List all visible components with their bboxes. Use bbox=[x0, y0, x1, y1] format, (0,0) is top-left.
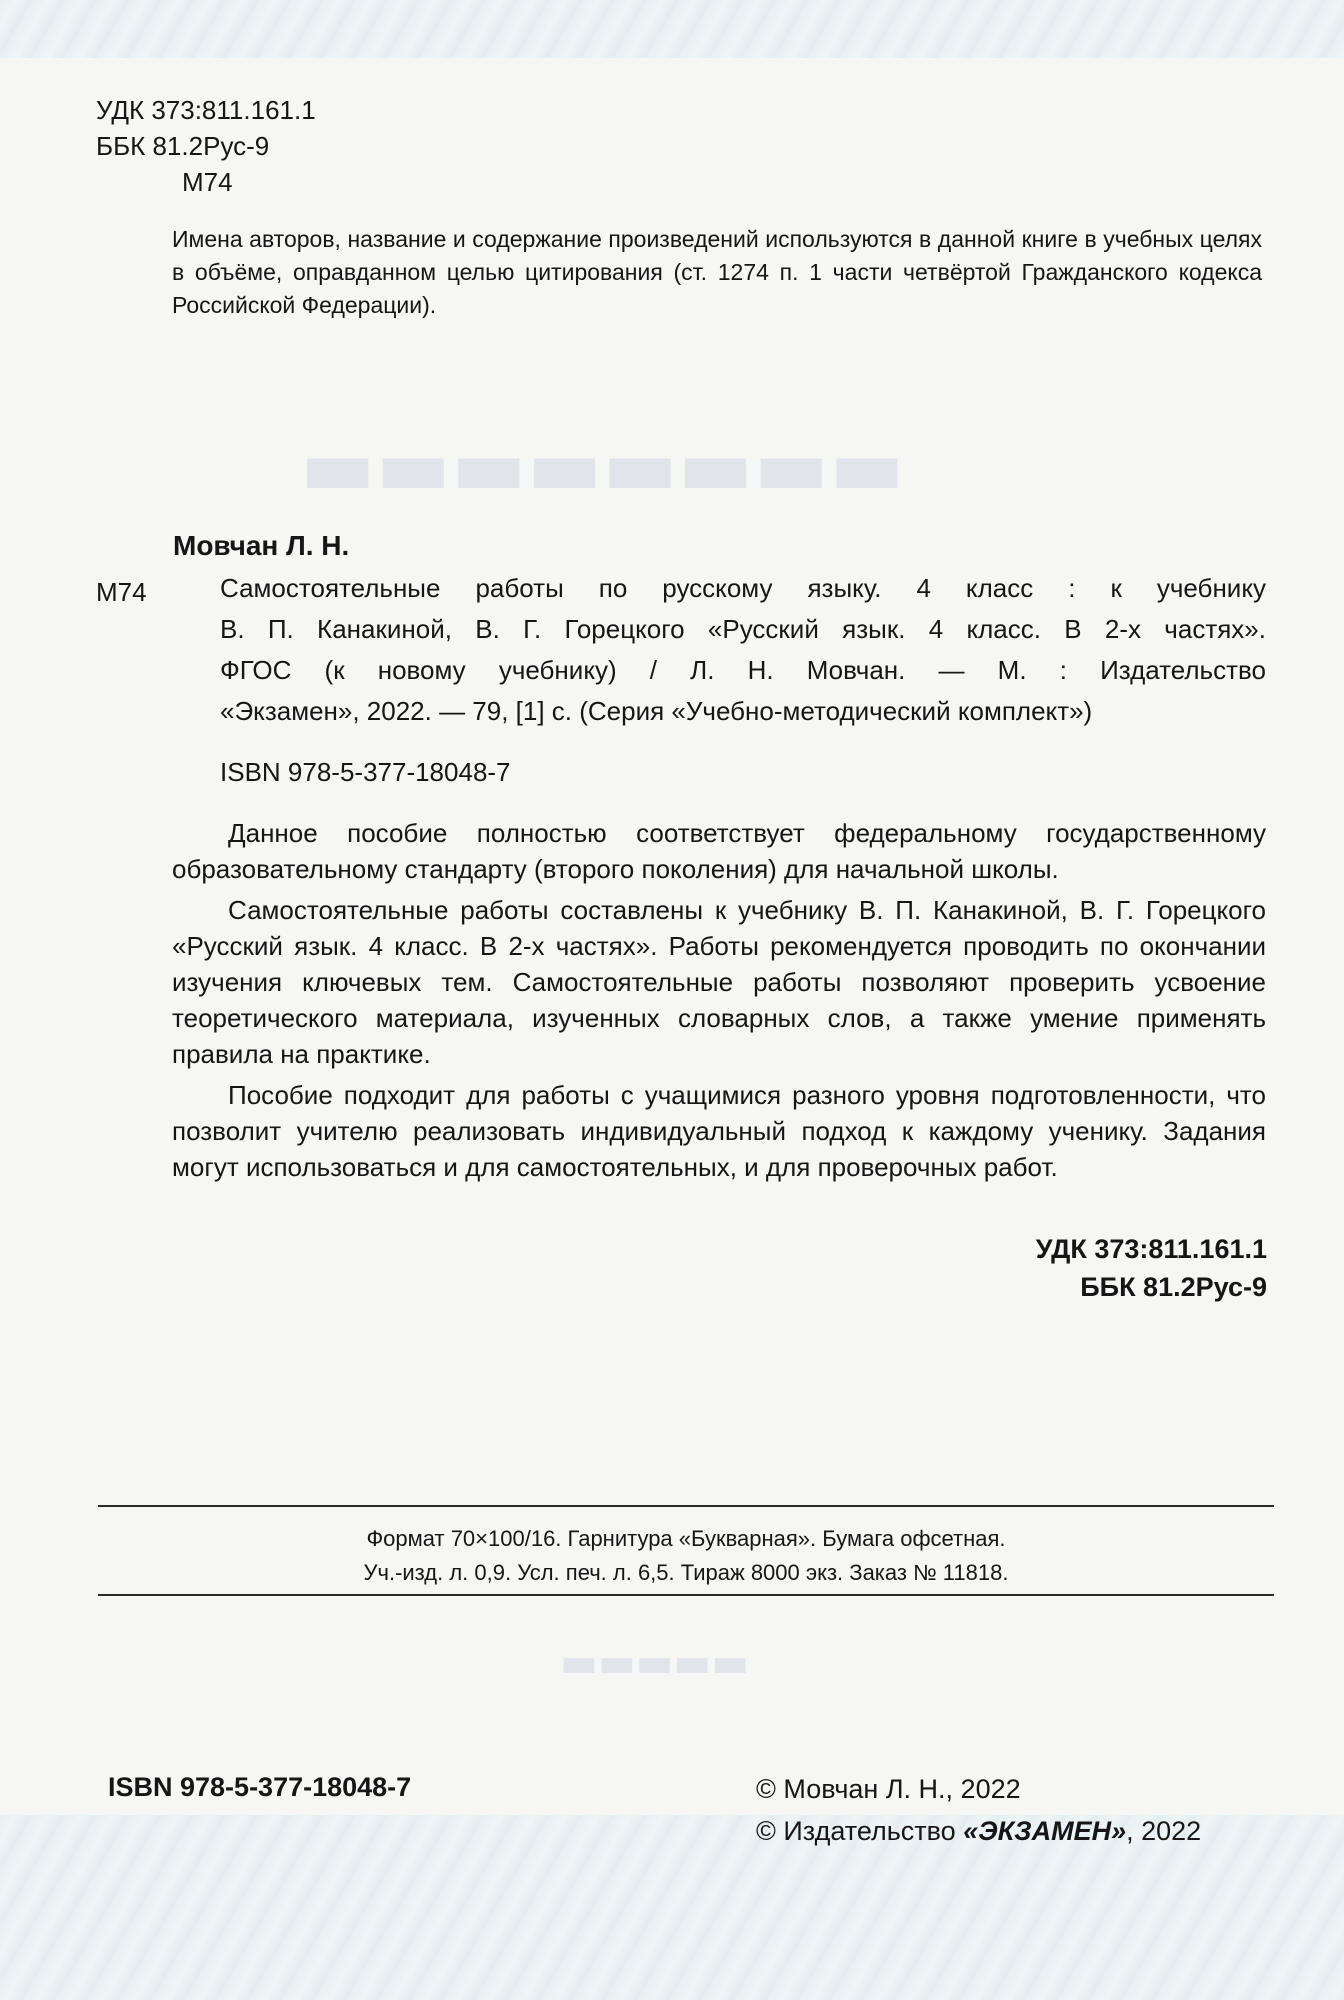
copyright-publisher-suffix: , 2022 bbox=[1126, 1816, 1202, 1846]
show-through-decoration: ▬▬▬▬▬▬▬▬ bbox=[300, 420, 905, 513]
imprint-bottom-rule bbox=[98, 1594, 1274, 1596]
annotation-paragraph: Данное пособие полностью соответствует федеральному государственному образовательному стандарту (второго поколения) для начальной школы. bbox=[172, 818, 1266, 884]
biblio-line: В. П. Канакиной, В. Г. Горецкого «Русский язык. 4 класс. В 2-х частях». bbox=[220, 614, 1266, 644]
biblio-line: Самостоятельные работы по русскому языку. 4 класс : к учебнику bbox=[220, 573, 1266, 603]
copyright-publisher bbox=[756, 1810, 1201, 1852]
copyright-author: © Мовчан Л. Н., 2022 bbox=[756, 1774, 1021, 1804]
imprint-block bbox=[98, 1522, 1274, 1590]
udk-code: УДК 373:811.161.1 bbox=[96, 95, 316, 125]
copyright-block bbox=[756, 1768, 1201, 1852]
author-mark-record: М74 bbox=[96, 577, 147, 607]
copyright-publisher-prefix: © Издательство bbox=[756, 1816, 964, 1846]
imprint-line-1: Формат 70×100/16. Гарнитура «Букварная». Бумага офсетная. bbox=[366, 1526, 1006, 1551]
biblio-line: ФГОС (к новому учебнику) / Л. Н. Мовчан. — М. : Издательство bbox=[220, 655, 1266, 685]
imprint-top-rule bbox=[98, 1505, 1274, 1507]
copyright-notice: Имена авторов, название и содержание произведений используются в данной книге в учебных целях в объёме, оправданном целью цитирования (ст. 1274 п. 1 части четвёртой Гражданского кодекса Российской Федерации). bbox=[172, 226, 1262, 318]
bbk-code-bottom: ББК 81.2Рус-9 bbox=[1080, 1272, 1267, 1302]
author-mark: М74 bbox=[182, 167, 233, 197]
show-through-decoration-2: ▬▬▬▬▬ bbox=[560, 1640, 749, 1686]
author-heading: Мовчан Л. Н. bbox=[173, 530, 350, 561]
annotation-paragraph: Пособие подходит для работы с учащимися разного уровня подготовленности, что позволит учителю реализовать индивидуальный подход к каждому ученику. Задания могут использоваться и для самостоятельных, и для проверочных работ. bbox=[172, 1080, 1266, 1182]
isbn-record: ISBN 978-5-377-18048-7 bbox=[220, 757, 511, 787]
classification-codes bbox=[96, 92, 316, 200]
bibliographic-record bbox=[220, 568, 1266, 732]
bbk-code: ББК 81.2Рус-9 bbox=[96, 131, 270, 161]
isbn-bottom: ISBN 978-5-377-18048-7 bbox=[108, 1772, 412, 1802]
annotation bbox=[172, 815, 1266, 1190]
imprint-line-2: Уч.-изд. л. 0,9. Усл. печ. л. 6,5. Тираж 8000 экз. Заказ № 11818. bbox=[363, 1560, 1009, 1585]
classification-codes-bottom bbox=[1036, 1230, 1267, 1306]
annotation-paragraph: Самостоятельные работы составлены к учебнику В. П. Канакиной, В. Г. Горецкого «Русский язык. 4 класс. В 2-х частях». Работы рекомендуется проводить по окончании изучения ключевых тем. Самостоятельные работы позволяют проверить усвоение теоретического материала, изученных словарных слов, а также умение применять правила на практике. bbox=[172, 895, 1266, 1069]
publisher-brand: «ЭКЗАМЕН» bbox=[963, 1816, 1127, 1846]
udk-code-bottom: УДК 373:811.161.1 bbox=[1035, 1234, 1267, 1264]
biblio-line: «Экзамен», 2022. — 79, [1] с. (Серия «Учебно-методический комплект») bbox=[220, 696, 1093, 726]
